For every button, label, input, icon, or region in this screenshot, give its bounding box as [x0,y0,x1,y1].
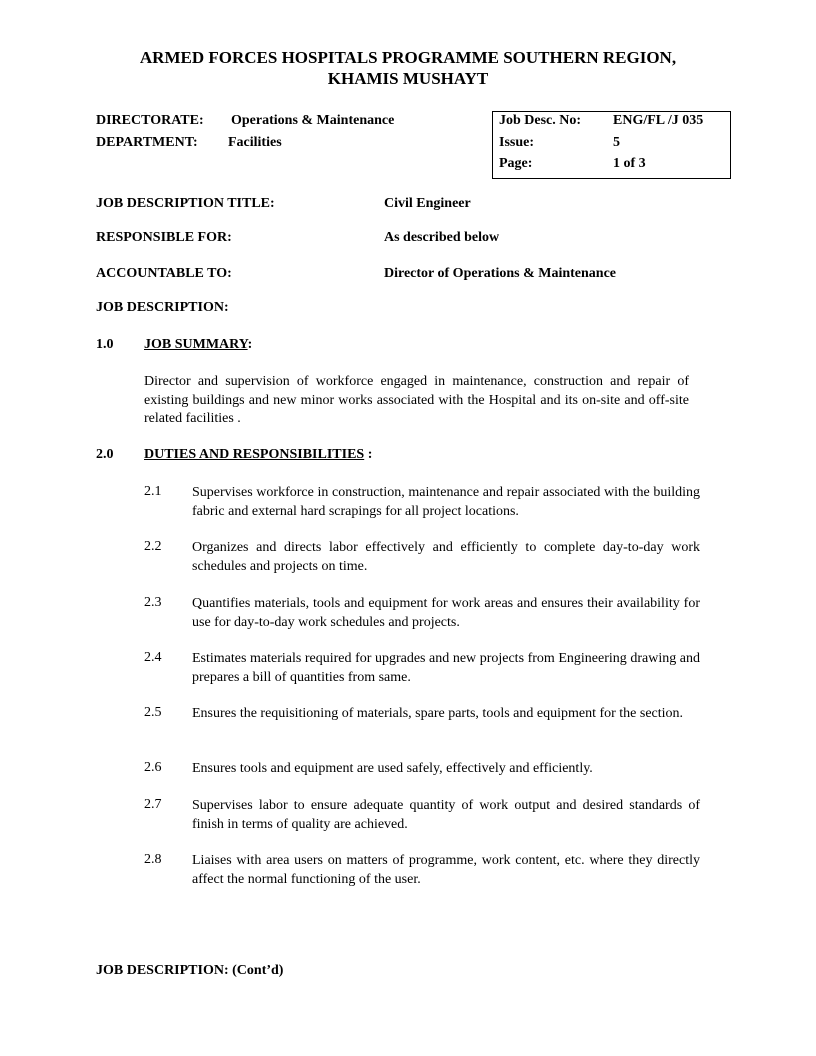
job-description-label: JOB DESCRIPTION: [96,300,229,315]
section1-heading-text: JOB SUMMARY [144,337,248,352]
duty-number: 2.6 [144,760,162,775]
duty-text: Organizes and directs labor effectively and efficiently to complete day-to-day work schedules and projects on time. [192,540,700,574]
department-label: DEPARTMENT: [96,135,198,150]
duty-number: 2.8 [144,852,162,867]
header-title-line1: ARMED FORCES HOSPITALS PROGRAMME SOUTHERN REGION, [139,48,677,67]
job-title-label: JOB DESCRIPTION TITLE: [96,196,275,211]
duty-number: 2.5 [144,705,162,720]
section1-heading [144,337,252,353]
section2-heading-colon: : [364,447,373,462]
duty-text: Supervises labor to ensure adequate quantity of work output and desired standards of finish in terms of quality are achieved. [192,798,700,832]
responsible-for-label: RESPONSIBLE FOR: [96,230,232,245]
duty-number: 2.2 [144,539,162,554]
duty-number: 2.4 [144,650,162,665]
job-desc-no-value: ENG/FL /J 035 [613,113,704,128]
section1-heading-colon: : [247,337,253,352]
section2-number: 2.0 [96,447,114,462]
duty-number: 2.1 [144,484,162,499]
page-label: Page: [499,156,533,171]
duty-text: Estimates materials required for upgrades and new projects from Engineering drawing and prepares a bill of quantities from same. [192,651,700,685]
section2-heading [144,447,372,463]
duty-text: Quantifies materials, tools and equipment for work areas and ensures their availability for use for day-to-day work schedules and projects. [192,596,700,630]
duty-text: Liaises with area users on matters of programme, work content, etc. where they directly affect the normal functioning of the user. [192,853,700,887]
section1-number: 1.0 [96,337,114,352]
accountable-to-label: ACCOUNTABLE TO: [96,266,232,281]
job-description-continued: JOB DESCRIPTION: (Cont’d) [96,963,284,978]
duty-number: 2.7 [144,797,162,812]
section2-heading-text: DUTIES AND RESPONSIBILITIES [144,447,365,462]
department-value: Facilities [228,135,282,150]
job-summary-text: Director and supervision of workforce engaged in maintenance, construction and repair of existing buildings and new minor works associated with the Hospital and its on-site and off-site related facilities . [144,374,689,426]
page-value: 1 of 3 [613,156,646,171]
accountable-to-value: Director of Operations & Maintenance [384,266,616,281]
issue-value: 5 [613,135,620,150]
job-title-value: Civil Engineer [384,196,471,211]
directorate-value: Operations & Maintenance [231,113,395,128]
duty-text: Supervises workforce in construction, maintenance and repair associated with the building fabric and external hard scrapings for all project locations. [192,485,700,519]
header-title-line2: KHAMIS MUSHAYT [327,69,489,88]
duty-number: 2.3 [144,595,162,610]
duty-text: Ensures the requisitioning of materials, spare parts, tools and equipment for the section. [192,706,684,721]
duty-text: Ensures tools and equipment are used safely, effectively and efficiently. [192,761,593,776]
issue-label: Issue: [499,135,535,150]
job-desc-no-label: Job Desc. No: [499,113,582,128]
directorate-label: DIRECTORATE: [96,113,204,128]
responsible-for-value: As described below [384,230,500,245]
